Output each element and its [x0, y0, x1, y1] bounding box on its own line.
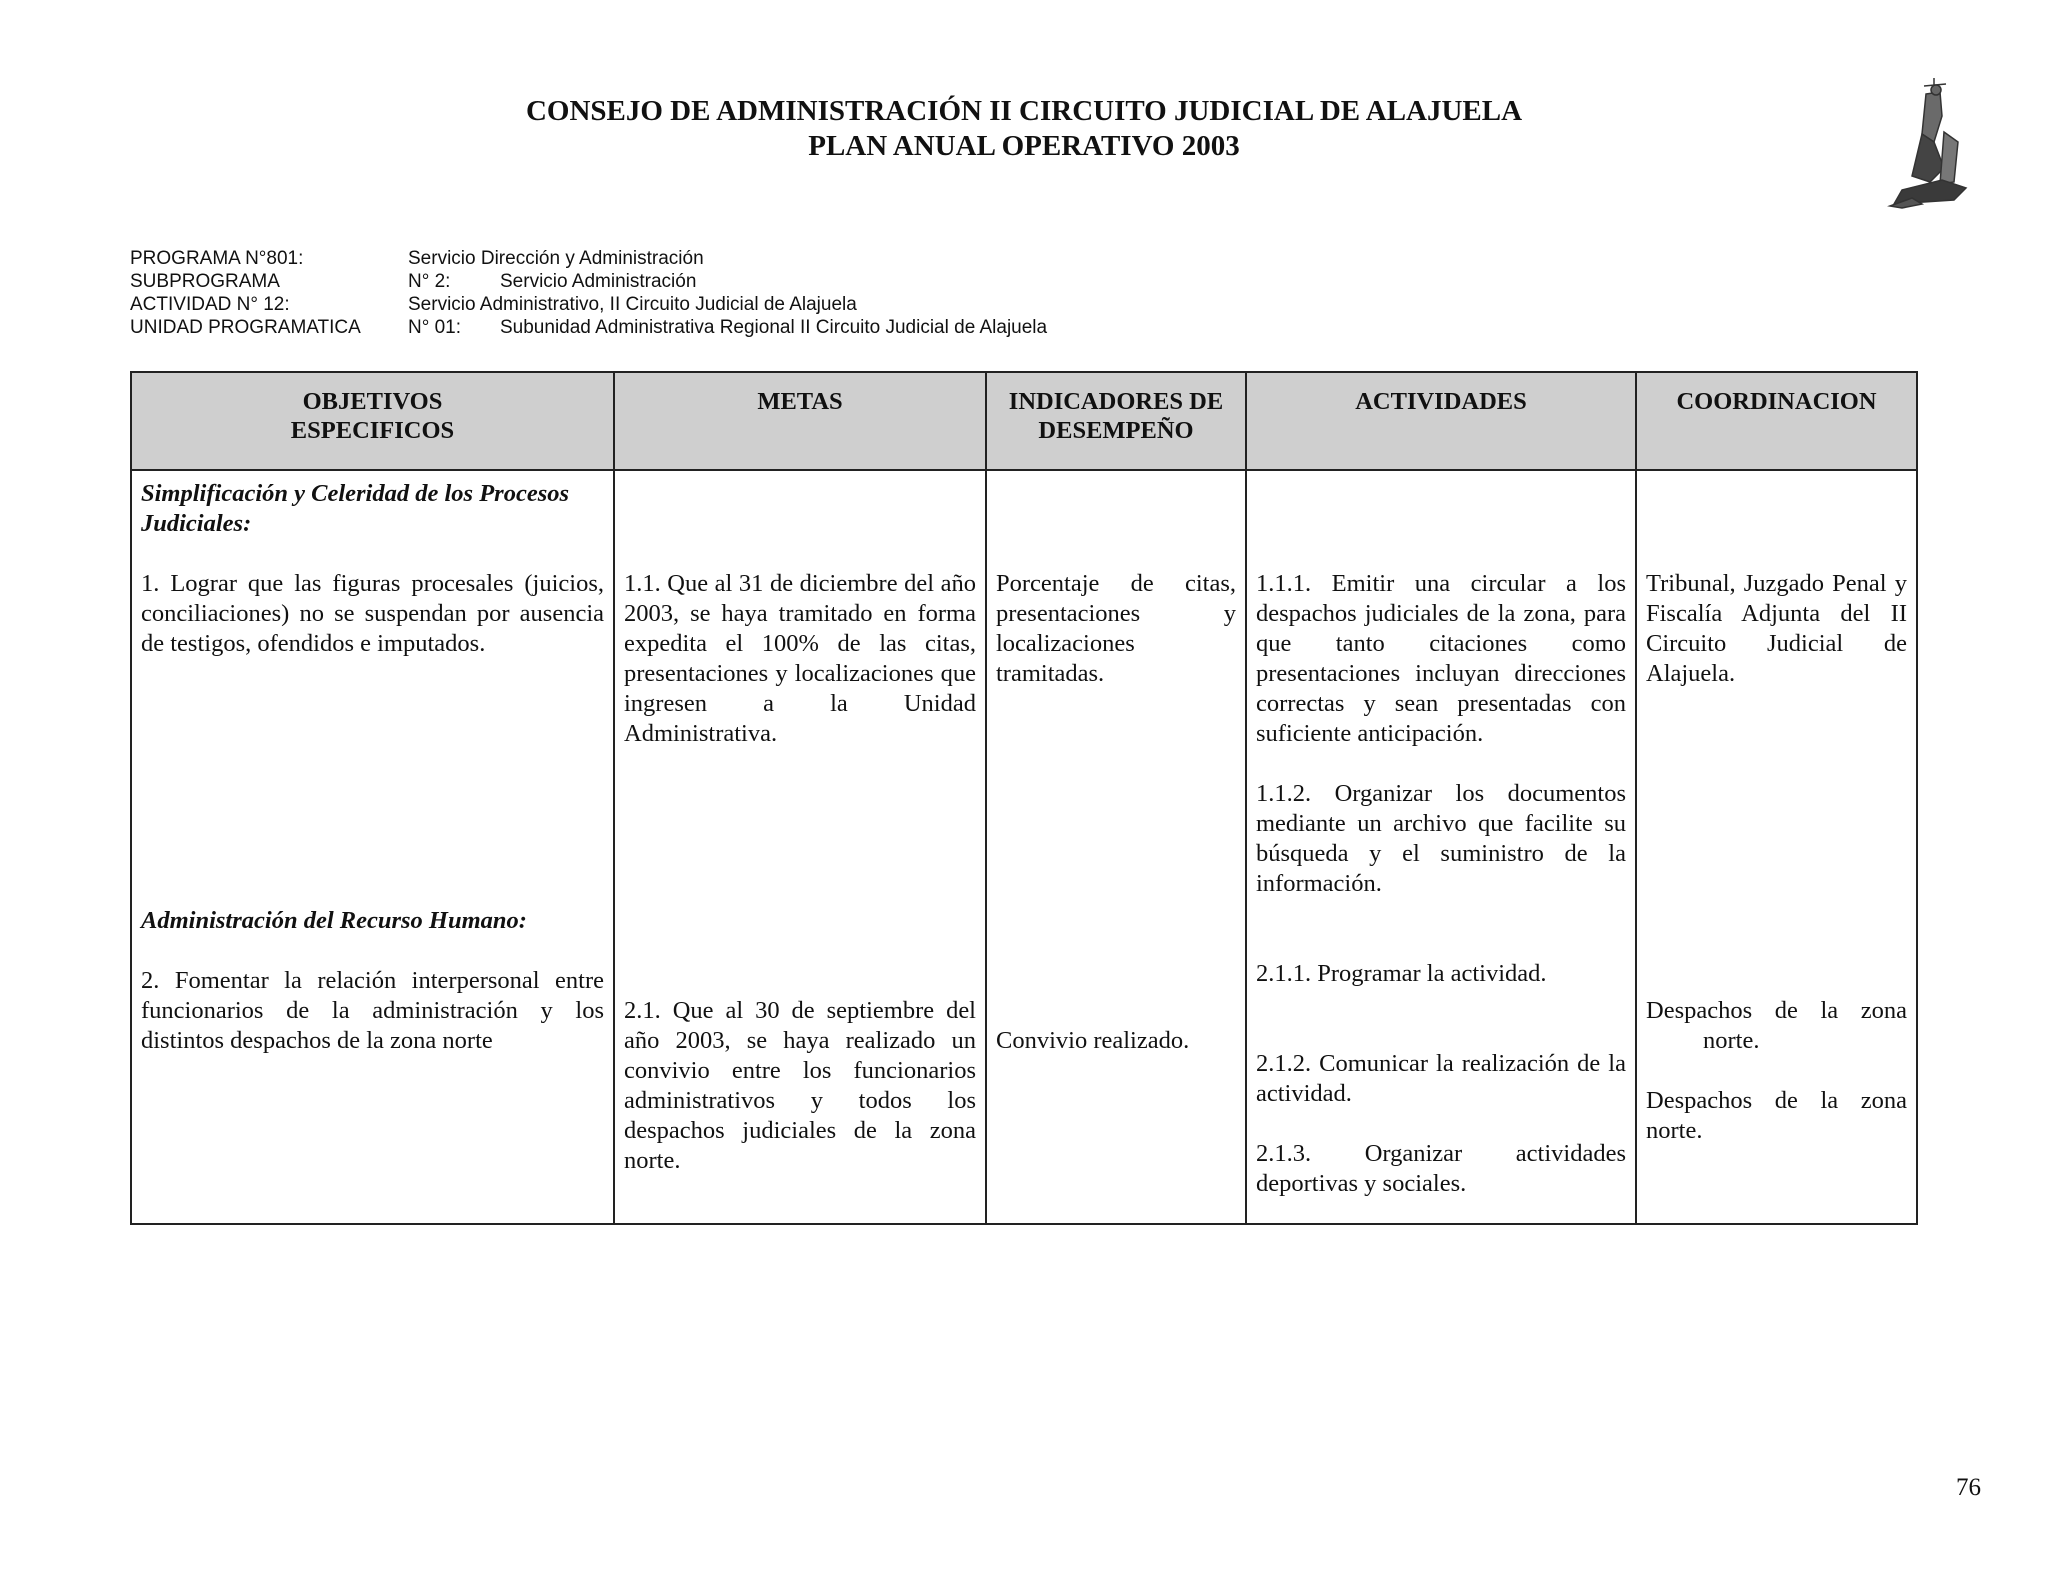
- coordinacion-cell: [1636, 470, 1917, 1224]
- actividad-value: Servicio Administrativo, II Circuito Judicial de Alajuela: [408, 294, 857, 315]
- justice-statue-logo: [1882, 72, 1986, 210]
- header-indicadores-line1: INDICADORES DE: [1008, 388, 1224, 415]
- indicadores-cell: [986, 470, 1246, 1224]
- unidad-value: Subunidad Administrativa Regional II Circuito Judicial de Alajuela: [500, 317, 1048, 338]
- indicador-2: Convivio realizado.: [996, 1027, 1190, 1054]
- plan-table: [130, 371, 1918, 1225]
- indicador-1: Porcentaje de citas, presentaciones y localizaciones tramitadas.: [996, 570, 1236, 687]
- section-2-title: Administración del Recurso Humano:: [141, 907, 527, 934]
- actividad-2-1-1: 2.1.1. Programar la actividad.: [1256, 960, 1547, 987]
- actividad-2-1-3: 2.1.3. Organizar actividades deportivas y sociales.: [1256, 1140, 1626, 1197]
- title-line-1: CONSEJO DE ADMINISTRACIÓN II CIRCUITO JUDICIAL DE ALAJUELA: [525, 95, 1523, 127]
- meta-2-1: 2.1. Que al 30 de septiembre del año 2003, se haya realizado un convivio entre los funcionarios administrativos y todos los despachos judiciales de la zona norte.: [624, 997, 976, 1174]
- coordinacion-2-1-1-line1: Despachos de la zona: [1646, 997, 1907, 1024]
- coordinacion-2-1-1: [1646, 996, 1907, 1056]
- subprograma-num: N° 2:: [408, 271, 451, 292]
- header-coordinacion: COORDINACION: [1636, 372, 1917, 470]
- objetivo-2: 2. Fomentar la relación interpersonal entre funcionarios de la administración y los distintos despachos de la zona norte: [141, 967, 604, 1054]
- header-metas: METAS: [614, 372, 986, 470]
- header-objetivos: [131, 372, 614, 470]
- actividad-row: [130, 293, 1047, 316]
- coordinacion-2-1-2: Despachos de la zona norte.: [1646, 1087, 1907, 1144]
- objetivo-1: 1. Lograr que las figuras procesales (juicios, conciliaciones) no se suspendan por ausencia de testigos, ofendidos e imputados.: [141, 570, 604, 657]
- subprograma-value: Servicio Administración: [500, 271, 697, 292]
- unidad-num: N° 01:: [408, 317, 462, 338]
- page-number: 76: [1956, 1474, 1981, 1501]
- actividad-1-1-2: 1.1.2. Organizar los documentos mediante un archivo que facilite su búsqueda y el suministro de la información.: [1256, 780, 1626, 897]
- programa-label: PROGRAMA N°801:: [130, 248, 304, 269]
- header-indicadores-line2: DESEMPEÑO: [1038, 417, 1194, 444]
- programa-row: [130, 247, 1047, 270]
- table-row: [131, 470, 1917, 1224]
- actividades-cell: [1246, 470, 1636, 1224]
- objetivos-cell: [131, 470, 614, 1224]
- unidad-row: [130, 316, 1047, 339]
- header-actividades: ACTIVIDADES: [1246, 372, 1636, 470]
- programa-value: Servicio Dirección y Administración: [408, 248, 704, 269]
- coordinacion-1: Tribunal, Juzgado Penal y Fiscalía Adjunta del II Circuito Judicial de Alajuela.: [1646, 570, 1907, 687]
- actividad-1-1-1: 1.1.1. Emitir una circular a los despachos judiciales de la zona, para que tanto citaciones como presentaciones incluyan direcciones correctas y sean presentadas con suficiente anticipación.: [1256, 570, 1626, 747]
- program-info: [130, 247, 1047, 339]
- unidad-label: UNIDAD PROGRAMATICA: [130, 317, 361, 338]
- actividad-label: ACTIVIDAD N° 12:: [130, 294, 290, 315]
- header-indicadores: [986, 372, 1246, 470]
- header-objetivos-line2: ESPECIFICOS: [290, 417, 455, 444]
- header-objetivos-line1: OBJETIVOS: [302, 388, 443, 415]
- title-line-2: PLAN ANUAL OPERATIVO 2003: [808, 130, 1240, 162]
- table-header-row: [131, 372, 1917, 470]
- meta-1-1: 1.1. Que al 31 de diciembre del año 2003, se haya tramitado en forma expedita el 100% de las citas, presentaciones y localizaciones que ingresen a la Unidad Administrativa.: [624, 570, 976, 747]
- subprograma-label: SUBPROGRAMA: [130, 271, 280, 292]
- coordinacion-2-1-1-line2: norte.: [1703, 1027, 1760, 1054]
- section-1-title: Simplificación y Celeridad de los Procesos Judiciales:: [141, 480, 570, 537]
- metas-cell: [614, 470, 986, 1224]
- subprograma-row: [130, 270, 1047, 293]
- page-title: [0, 94, 2048, 164]
- actividad-2-1-2: 2.1.2. Comunicar la realización de la actividad.: [1256, 1050, 1626, 1107]
